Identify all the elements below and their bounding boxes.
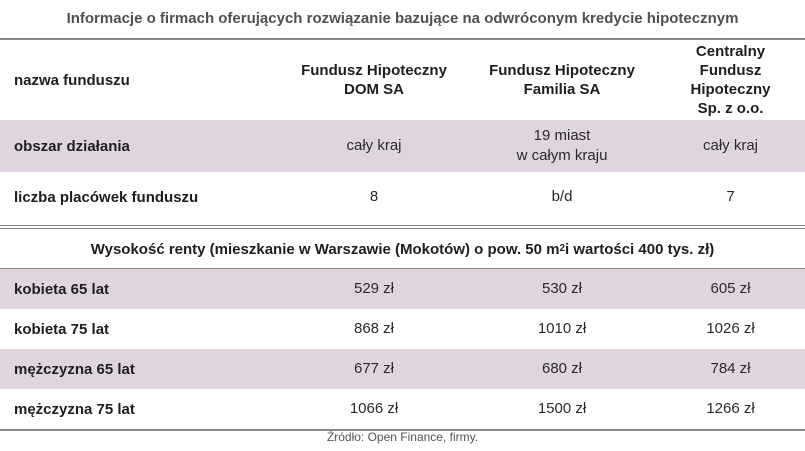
table-cell: 8	[369, 188, 379, 205]
table-cell: 868 zł	[353, 320, 395, 337]
header-label: nazwa funduszu	[14, 71, 130, 89]
table-cell: 7	[726, 188, 735, 205]
cell-line: w całym kraju	[516, 147, 608, 164]
table-title: Informacje o firmach oferujących rozwiązanie bazujące na odwróconym kredycie hipotecznym	[66, 10, 739, 27]
table-cell	[656, 120, 805, 172]
source-note: Źródło: Open Finance, firmy.	[326, 430, 479, 444]
row-label: kobieta 65 lat	[14, 280, 110, 298]
section-rule	[0, 225, 805, 226]
row-label: obszar działania	[14, 137, 130, 155]
table-cell: b/d	[551, 188, 573, 205]
table-cell: 530 zł	[541, 280, 583, 297]
header-fund-line: Fundusz Hipoteczny	[301, 62, 447, 79]
table-cell: 1266 zł	[706, 400, 755, 417]
section-text: Wysokość renty (mieszkanie w Warszawie (Mokotów) o pow. 50 m	[90, 240, 560, 258]
section-heading: Wysokość renty (mieszkanie w Warszawie (Mokotów) o pow. 50 m 2 i wartości 400 tys. zł)	[90, 240, 715, 258]
header-fund-line: Familia SA	[523, 81, 601, 98]
header-fund-line: Hipoteczny	[690, 81, 771, 98]
header-fund-line: Fundusz Hipoteczny	[489, 62, 635, 79]
table-cell: 1066 zł	[349, 400, 399, 417]
header-fund-line: Sp. z o.o.	[697, 100, 764, 117]
section-rule	[0, 228, 805, 229]
row-label: mężczyzna 75 lat	[14, 400, 135, 418]
section-text: i wartości 400 tys. zł)	[565, 240, 715, 258]
cell-line: 19 miast	[533, 127, 591, 144]
header-fund-dom	[280, 40, 468, 120]
header-fund-line: DOM SA	[344, 81, 404, 98]
table-cell: 529 zł	[353, 280, 395, 297]
table-cell	[468, 120, 656, 172]
table-cell: 1026 zł	[706, 320, 755, 337]
header-fund-familia	[468, 40, 656, 120]
header-fund-line: Fundusz	[699, 62, 762, 79]
header-fund-centralny	[656, 40, 805, 120]
table-cell: 1500 zł	[537, 400, 587, 417]
table-cell: 680 zł	[541, 360, 583, 377]
row-label: liczba placówek funduszu	[14, 188, 199, 206]
row-label: kobieta 75 lat	[14, 320, 110, 338]
row-label: mężczyzna 65 lat	[14, 360, 135, 378]
cell-line: cały kraj	[346, 137, 402, 154]
header-fund-line: Centralny	[695, 43, 766, 60]
table-cell: 784 zł	[710, 360, 751, 377]
table-cell: 677 zł	[353, 360, 395, 377]
table-cell	[280, 120, 468, 172]
table-cell: 605 zł	[710, 280, 751, 297]
table-cell: 1010 zł	[537, 320, 587, 337]
cell-line: cały kraj	[702, 137, 758, 154]
